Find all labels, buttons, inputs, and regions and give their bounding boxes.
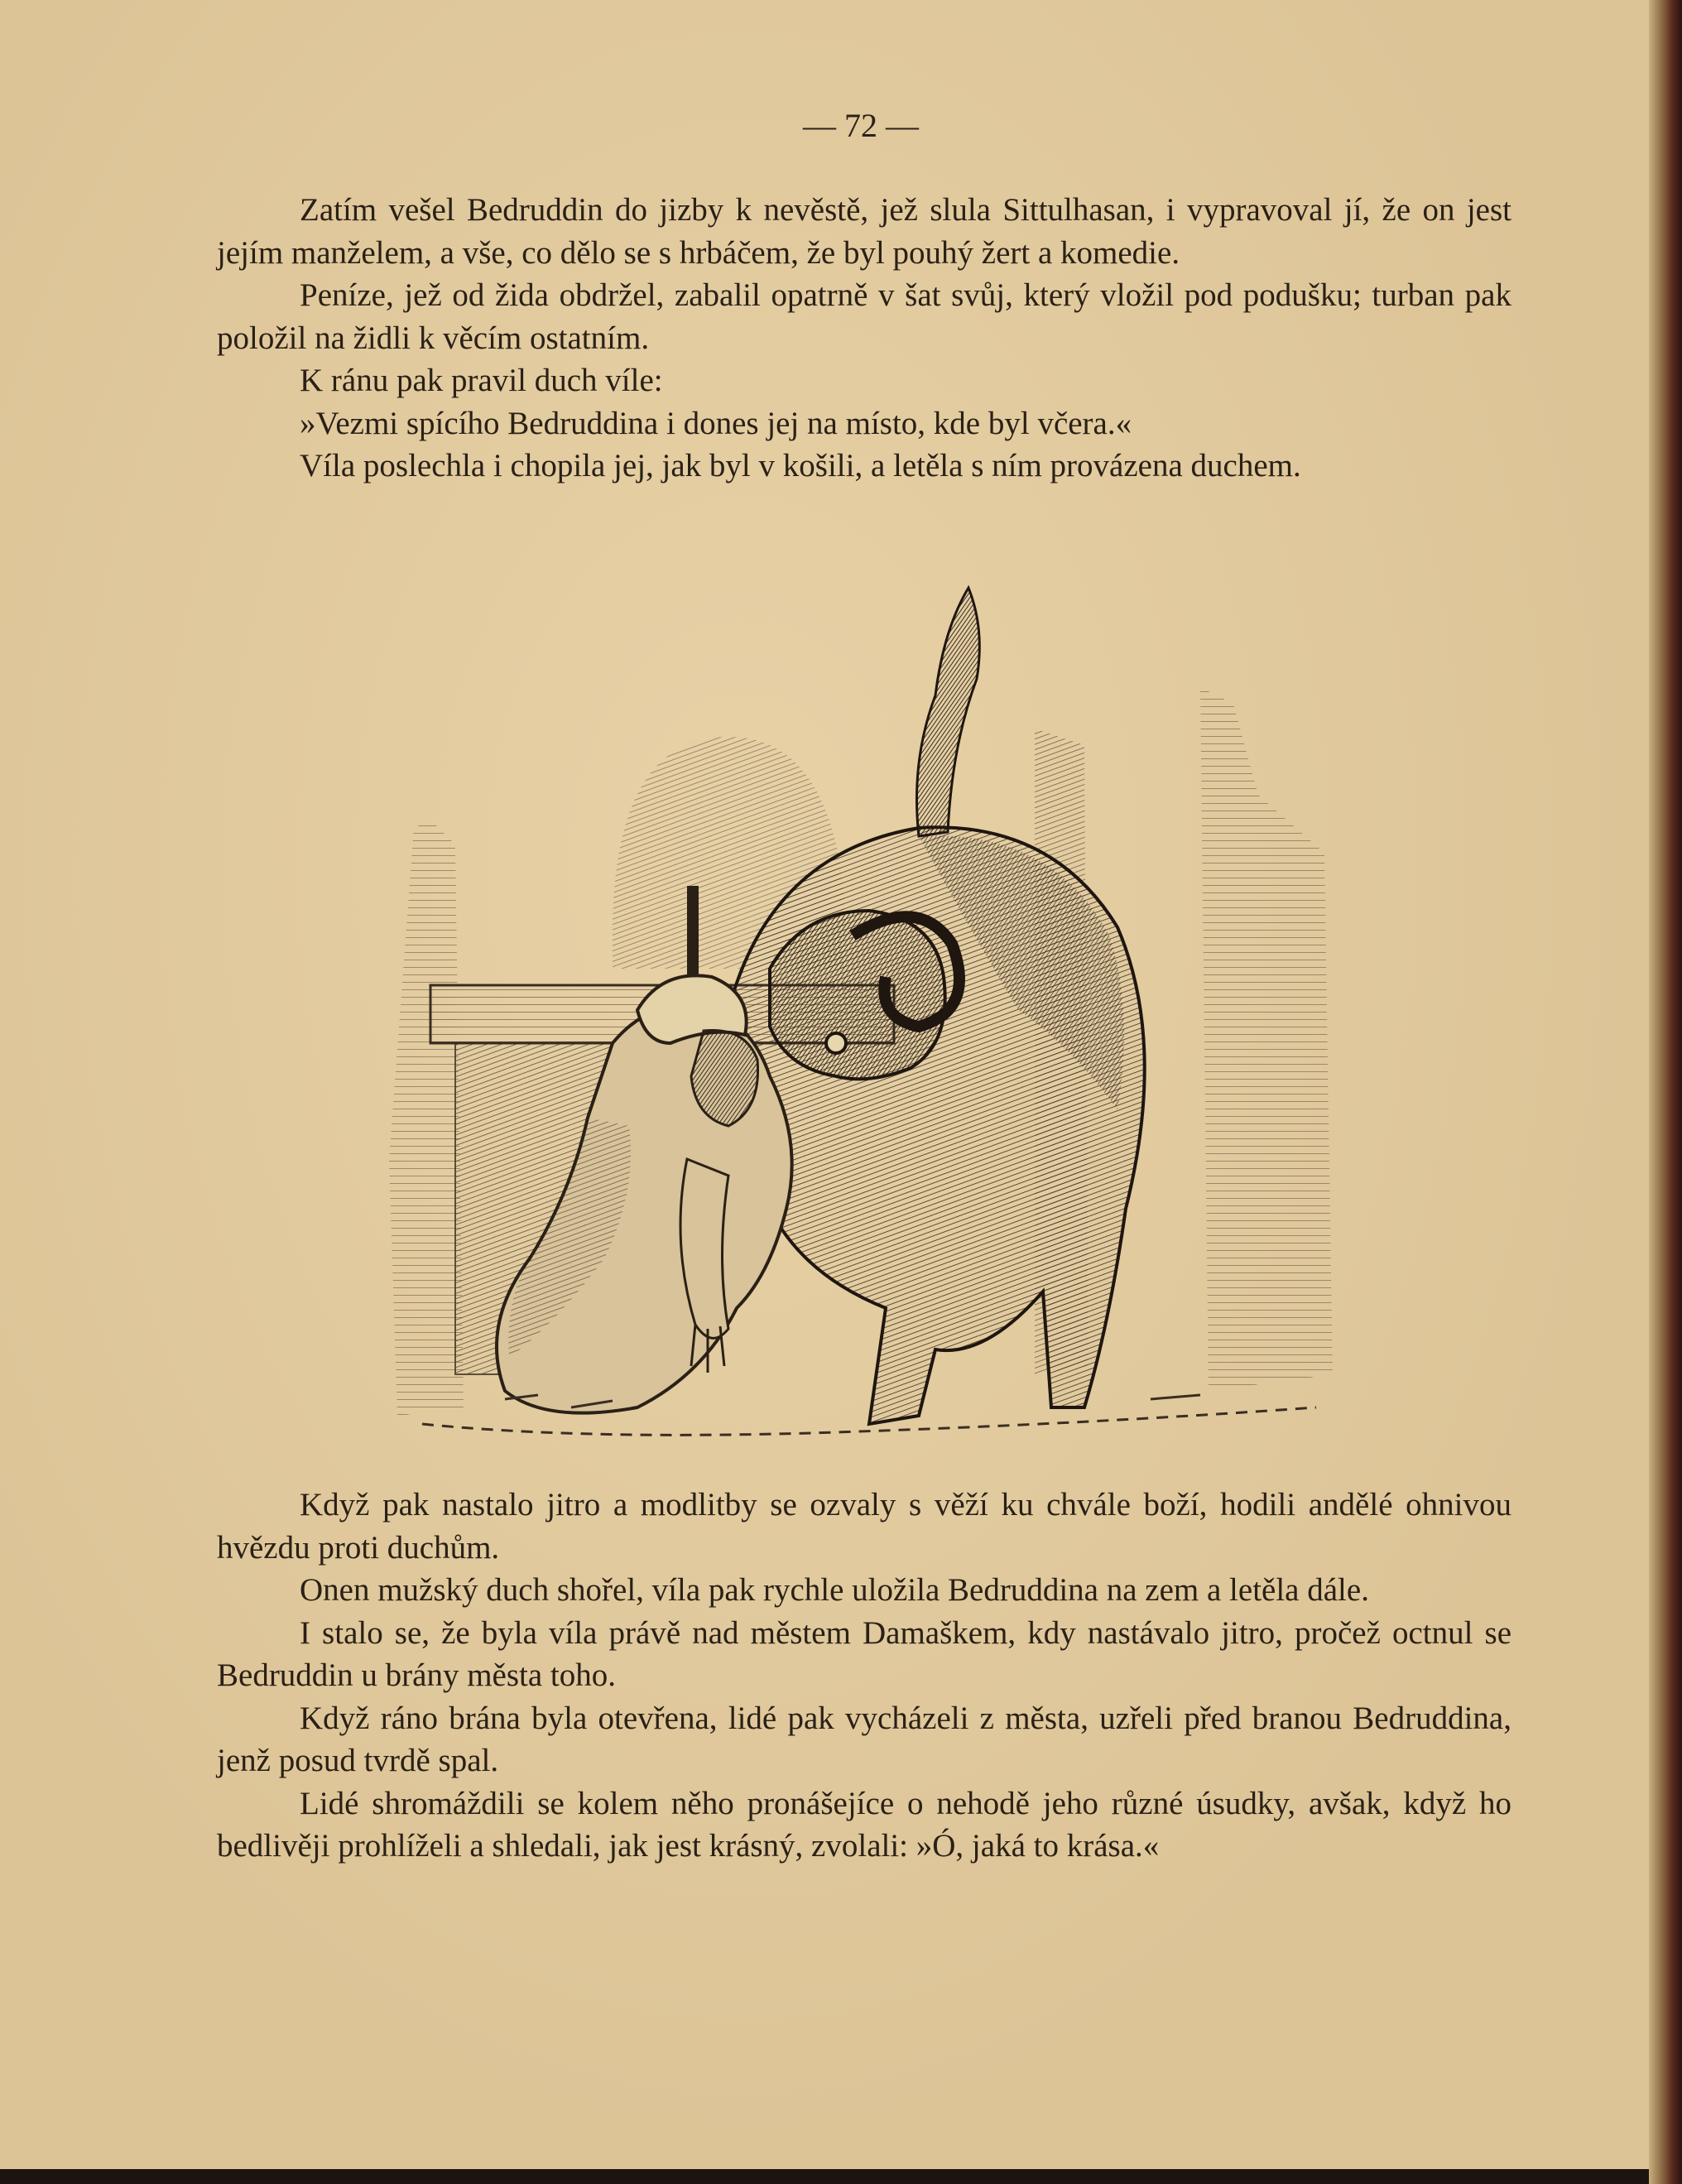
paragraph: Onen mužský duch shořel, víla pak rychle uložila Bedruddina na zem a letěla dále. [300, 1572, 1369, 1608]
paragraph: K ránu pak pravil duch víle: [300, 363, 663, 398]
paragraph: Víla poslechla i chopila jej, jak byl v košili, a letěla s ním provázena duchem. [300, 448, 1301, 483]
paragraph: »Vezmi spícího Bedruddina i dones jej na místo, kde byl včera.« [300, 405, 1132, 441]
paragraph: Zatím vešel Bedruddin do jizby k nevěstě, jež slula Sittulhasan, i vypravoval jí, že on jest jejím manželem, a vše, co dělo se s hrbáčem, že byl pouhý žert a komedie. [217, 192, 1511, 271]
paragraph: Peníze, jež od žida obdržel, zabalil opatrně v šat svůj, který vložil pod podušku; turban pak položil na židli k věcím ostatním. [217, 277, 1511, 356]
page-number: — 72 — [803, 107, 919, 144]
book-spine-edge [1649, 0, 1682, 2184]
paragraph: Když pak nastalo jitro a modlitby se ozvaly s věží ku chvále boží, hodili andělé ohnivou hvězdu proti duchům. [217, 1487, 1511, 1566]
paragraph: Když ráno brána byla otevřena, lidé pak vycházeli z města, uzřeli před branou Bedruddina, jenž posud tvrdě spal. [217, 1700, 1511, 1778]
paragraph: Lidé shromáždili se kolem něho pronášejíce o nehodě jeho různé úsudky, avšak, když ho bedlivěji prohlíželi a shledali, jak jest krásný, zvolali: »Ó, jaká to krása.« [217, 1785, 1511, 1864]
text-block-top [217, 189, 1511, 488]
engraving-man-and-ram-icon [339, 580, 1391, 1449]
text-block-bottom [217, 1484, 1511, 1868]
paragraph: I stalo se, že byla víla právě nad městem Damaškem, kdy nastávalo jitro, pročež octnul se Bedruddin u brány města toho. [217, 1614, 1511, 1693]
